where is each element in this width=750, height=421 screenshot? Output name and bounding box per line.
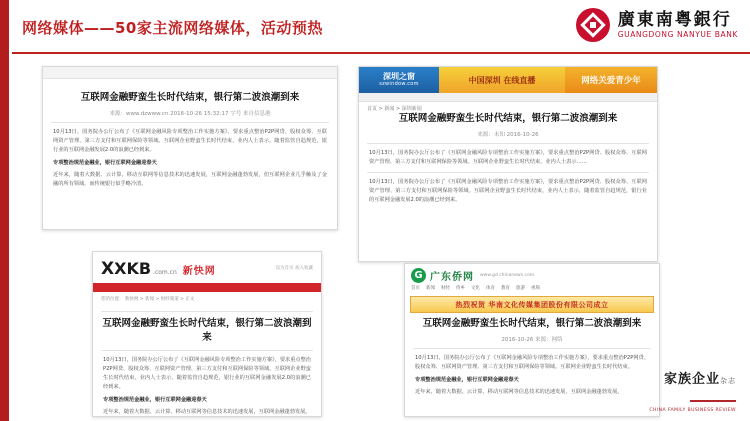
screenshot-card-dzwww[interactable]: [42, 66, 338, 230]
header-divider: [12, 52, 750, 54]
bank-name-en: GUANGDONG NANYUE BANK: [617, 30, 738, 40]
menu-item[interactable]: 视频: [531, 286, 540, 291]
screenshot-card-gdchinanews[interactable]: [404, 263, 660, 417]
article-paragraph: 10月13日，国务院办公厅公布了《互联网金融风险专项整治工作实施方案》，要求重点整治P2P网贷、股权众筹、互联网资产管理、第三方支付和互联网保险等领域。互联网企业野蛮生长时代结束，业内人士表示……: [369, 149, 647, 165]
site-header-gd: [405, 264, 659, 285]
divider: [367, 172, 649, 173]
article-paragraph: 近年来，随着大数据、云计算、移动互联网等信息技术的迅速发展，互联网金融蓬勃发展，但互联网企业几乎触及了金融的所有领域，而传统银行似乎略冷清。: [53, 171, 327, 187]
site-menu[interactable]: [405, 285, 659, 294]
article-headline: 互联网金融野蛮生长时代结束，银行第二波浪潮到来: [102, 318, 312, 343]
page-title: 网络媒体——50家主流网络媒体，活动预热: [22, 19, 323, 37]
site-banner: [359, 67, 657, 93]
divider: [367, 143, 649, 144]
site-navbar[interactable]: [93, 283, 321, 292]
site-domain: www.gd.chinanews.com: [480, 273, 535, 278]
article-meta: 来源：未知 2016-10-26: [477, 131, 539, 138]
menu-item[interactable]: 新闻: [426, 286, 435, 291]
site-header-xkb: [93, 252, 321, 283]
site-logo-text: XKB: [114, 259, 152, 278]
site-domain: .com.cn: [153, 269, 177, 276]
footer-brand-cn: [649, 368, 736, 387]
banner-ad[interactable]: 热烈祝贺 华南文化传媒集团股份有限公司成立: [410, 296, 654, 313]
article-subheading: 专项整治规范金融业，银行互联网金融迎春天: [53, 160, 157, 167]
site-logo-szwindow[interactable]: [359, 67, 439, 93]
article-headline: 互联网金融野蛮生长时代结束，银行第二波浪潮到来: [398, 113, 618, 124]
footer-brand-sub: 杂志: [720, 377, 736, 385]
bank-logo-text: [618, 11, 738, 40]
site-name: 新快网: [182, 266, 216, 277]
article-paragraph: 10月13日，国务院办公厅公布了《互联网金融风险专项整治工作实施方案》，要求重点整治P2P网贷、股权众筹、互联网资产管理、第三方支付和互联网保险等领域。互联网企业野蛮生长时代结束，业内人士表示，随着监管自趋规范，银行业的互联网金融发展2.0的浪潮已经到来。: [369, 178, 647, 204]
bank-seal-icon: [576, 8, 610, 42]
divider: [101, 350, 313, 351]
site-name: 深圳之窗: [383, 71, 415, 81]
site-navbar[interactable]: [359, 93, 657, 102]
article-meta: 2016-10-26 来源：网络: [501, 336, 563, 343]
article-paragraph: 近年来，随着大数据、云计算、移动互联网等信息技术的迅速发展，互联网金融蓬勃发展。: [103, 408, 311, 415]
logo-mark-x: X: [101, 259, 114, 279]
left-accent-bar: [0, 0, 9, 421]
breadcrumb[interactable]: 您的位置： 新快网 > 新闻 > 财经频道 > 正文: [101, 297, 195, 302]
article-subheading: 专项整治规范金融业，银行互联网金融迎春天: [415, 376, 519, 383]
divider: [51, 122, 329, 123]
site-logo-xkb[interactable]: [101, 259, 216, 279]
menu-item[interactable]: 旅游: [516, 286, 525, 291]
article-headline: 互联网金融野蛮生长时代结束，银行第二波浪潮到来: [80, 92, 300, 103]
article-headline: 互联网金融野蛮生长时代结束，银行第二波浪潮到来: [422, 318, 642, 329]
slide-header: [12, 0, 750, 56]
browser-chrome-bar: [43, 67, 337, 79]
site-domain: szwindow.com: [379, 80, 419, 87]
site-name: 广东侨网: [430, 272, 474, 283]
article-paragraph: 10月13日，国务院办公厅公布了《互联网金融风险专项整治工作实施方案》，要求重点整治P2P网贷、股权众筹、互联网资产管理、第三方支付和互联网保险等领域。互联网企业野蛮生长时代结束，业内人士表示，随着监管自趋规范，银行业的互联网金融发展2.0的浪潮已经到来。: [103, 356, 311, 390]
menu-item[interactable]: 教育: [501, 286, 510, 291]
menu-item[interactable]: 体育: [486, 286, 495, 291]
bank-name-cn: 廣東南粤銀行: [617, 9, 732, 30]
footer-accent-bar: [690, 400, 736, 402]
divider: [413, 348, 651, 349]
divider: [101, 311, 313, 312]
header-corner-note[interactable]: 设为首页 加入收藏: [275, 265, 313, 271]
footer-brand-name: 家族企业: [663, 372, 720, 387]
menu-item[interactable]: 文化: [471, 286, 480, 291]
screenshot-card-szwindow[interactable]: [358, 66, 658, 262]
article-paragraph: 10月13日，国务院办公厅公布了《互联网金融风险专项整治工作实施方案》，要求重点整治P2P网贷、股权众筹、互联网资产管理、第三方支付和互联网保险等领域。互联网企业野蛮生长时代结束，业内人士表示，随着监管自趋规范，银行业的互联网金融发展2.0的浪潮已经到来。: [53, 128, 327, 153]
article-subheading: 专项整治规范金融业，银行互联网金融迎春天: [103, 396, 207, 403]
banner-ad-right[interactable]: 网络关爱青少年: [565, 67, 657, 93]
article-paragraph: 10月13日，国务院办公厅公布了《互联网金融风险专项整治工作实施方案》，要求重点整治P2P网贷、股权众筹、互联网资产管理、第三方支付和互联网保险等领域。互联网企业野蛮生长时代结束。: [415, 354, 649, 370]
menu-item[interactable]: 侨乡: [456, 286, 465, 291]
footer-brand-en: CHINA FAMILY BUSINESS REVIEW: [649, 408, 736, 413]
article-paragraph: 近年来，随着大数据、云计算、移动互联网等信息技术的迅速发展，互联网金融蓬勃发展。: [415, 388, 623, 395]
article-meta: 来源：www.dzwww.cn 2016-10-26 15:32:17 字号 来自信息港: [109, 110, 271, 117]
menu-item[interactable]: 财经: [441, 286, 450, 291]
footer-brand-logo: [649, 368, 736, 413]
screenshot-card-xkb[interactable]: [92, 251, 322, 417]
site-logo-icon: G: [411, 268, 426, 283]
breadcrumb[interactable]: 首页 > 新闻 > 深圳新闻: [367, 106, 422, 112]
menu-item[interactable]: 首页: [411, 286, 420, 291]
left-accent-bar-inner: [9, 0, 12, 421]
bank-logo: [576, 8, 738, 42]
banner-ad-mid[interactable]: 中国深圳 在线直播: [439, 67, 565, 93]
